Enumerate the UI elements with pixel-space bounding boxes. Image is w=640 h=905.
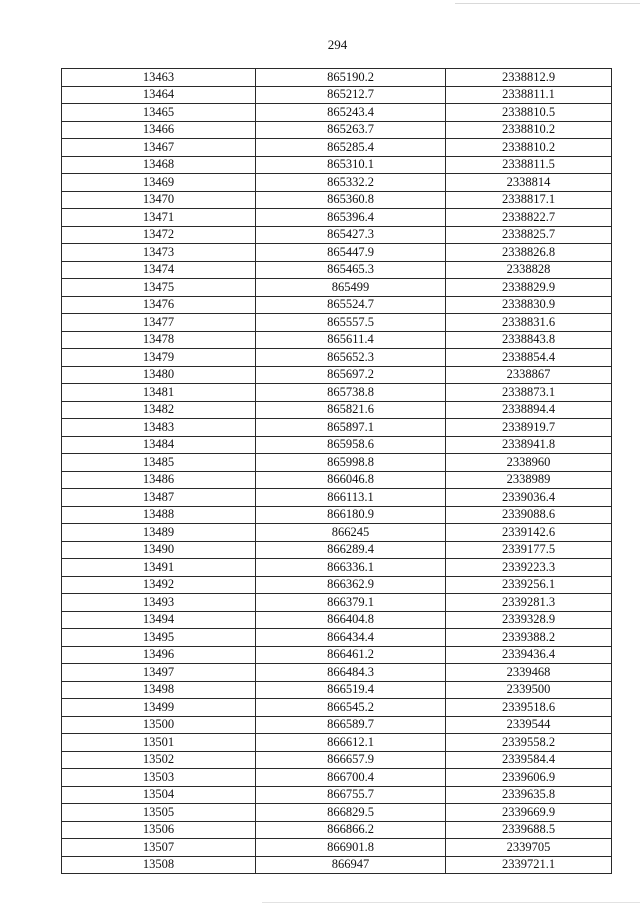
- x-coordinate-cell: 865332.2: [256, 174, 446, 192]
- x-coordinate-cell: 866404.8: [256, 611, 446, 629]
- x-coordinate-cell: 865285.4: [256, 139, 446, 157]
- x-coordinate-cell: 865310.1: [256, 156, 446, 174]
- y-coordinate-cell: 2338843.8: [446, 331, 612, 349]
- coordinates-table: [61, 68, 612, 874]
- y-coordinate-cell: 2339468: [446, 664, 612, 682]
- y-coordinate-cell: 2338822.7: [446, 209, 612, 227]
- x-coordinate-cell: 865738.8: [256, 384, 446, 402]
- scan-edge-top: [455, 3, 640, 4]
- x-coordinate-cell: 866589.7: [256, 716, 446, 734]
- point-number-cell: 13468: [62, 156, 256, 174]
- table-row: [62, 594, 612, 612]
- point-number-cell: 13486: [62, 471, 256, 489]
- point-number-cell: 13482: [62, 401, 256, 419]
- table-row: [62, 769, 612, 787]
- table-row: [62, 366, 612, 384]
- x-coordinate-cell: 866336.1: [256, 559, 446, 577]
- table-row: [62, 314, 612, 332]
- table-row: [62, 541, 612, 559]
- point-number-cell: 13471: [62, 209, 256, 227]
- y-coordinate-cell: 2338810.2: [446, 139, 612, 157]
- x-coordinate-cell: 866755.7: [256, 786, 446, 804]
- table-row: [62, 401, 612, 419]
- table-row: [62, 699, 612, 717]
- point-number-cell: 13487: [62, 489, 256, 507]
- x-coordinate-cell: 866657.9: [256, 751, 446, 769]
- table-row: [62, 279, 612, 297]
- x-coordinate-cell: 866901.8: [256, 839, 446, 857]
- coordinates-table-body: [62, 69, 612, 874]
- table-row: [62, 471, 612, 489]
- x-coordinate-cell: 865212.7: [256, 86, 446, 104]
- point-number-cell: 13503: [62, 769, 256, 787]
- x-coordinate-cell: 866461.2: [256, 646, 446, 664]
- table-row: [62, 139, 612, 157]
- table-row: [62, 331, 612, 349]
- point-number-cell: 13476: [62, 296, 256, 314]
- x-coordinate-cell: 865396.4: [256, 209, 446, 227]
- table-row: [62, 191, 612, 209]
- page-number: 294: [327, 37, 348, 52]
- x-coordinate-cell: 866519.4: [256, 681, 446, 699]
- y-coordinate-cell: 2339705: [446, 839, 612, 857]
- table-row: [62, 664, 612, 682]
- point-number-cell: 13464: [62, 86, 256, 104]
- y-coordinate-cell: 2339688.5: [446, 821, 612, 839]
- point-number-cell: 13474: [62, 261, 256, 279]
- table-row: [62, 69, 612, 87]
- x-coordinate-cell: 865958.6: [256, 436, 446, 454]
- x-coordinate-cell: 866113.1: [256, 489, 446, 507]
- y-coordinate-cell: 2339669.9: [446, 804, 612, 822]
- x-coordinate-cell: 865427.3: [256, 226, 446, 244]
- y-coordinate-cell: 2339544: [446, 716, 612, 734]
- x-coordinate-cell: 865465.3: [256, 261, 446, 279]
- y-coordinate-cell: 2339328.9: [446, 611, 612, 629]
- y-coordinate-cell: 2338941.8: [446, 436, 612, 454]
- table-row: [62, 611, 612, 629]
- point-number-cell: 13465: [62, 104, 256, 122]
- x-coordinate-cell: 865263.7: [256, 121, 446, 139]
- table-row: [62, 804, 612, 822]
- point-number-cell: 13484: [62, 436, 256, 454]
- x-coordinate-cell: 866612.1: [256, 734, 446, 752]
- point-number-cell: 13479: [62, 349, 256, 367]
- table-row: [62, 734, 612, 752]
- y-coordinate-cell: 2338812.9: [446, 69, 612, 87]
- table-row: [62, 646, 612, 664]
- table-row: [62, 349, 612, 367]
- x-coordinate-cell: 865697.2: [256, 366, 446, 384]
- y-coordinate-cell: 2338829.9: [446, 279, 612, 297]
- x-coordinate-cell: 865360.8: [256, 191, 446, 209]
- x-coordinate-cell: 866866.2: [256, 821, 446, 839]
- y-coordinate-cell: 2339436.4: [446, 646, 612, 664]
- x-coordinate-cell: 865524.7: [256, 296, 446, 314]
- point-number-cell: 13504: [62, 786, 256, 804]
- y-coordinate-cell: 2338854.4: [446, 349, 612, 367]
- table-row: [62, 786, 612, 804]
- table-row: [62, 174, 612, 192]
- x-coordinate-cell: 866046.8: [256, 471, 446, 489]
- x-coordinate-cell: 866545.2: [256, 699, 446, 717]
- x-coordinate-cell: 866829.5: [256, 804, 446, 822]
- x-coordinate-cell: 865611.4: [256, 331, 446, 349]
- y-coordinate-cell: 2338811.5: [446, 156, 612, 174]
- table-row: [62, 121, 612, 139]
- y-coordinate-cell: 2338873.1: [446, 384, 612, 402]
- point-number-cell: 13481: [62, 384, 256, 402]
- table-row: [62, 226, 612, 244]
- point-number-cell: 13467: [62, 139, 256, 157]
- point-number-cell: 13488: [62, 506, 256, 524]
- table-row: [62, 419, 612, 437]
- point-number-cell: 13485: [62, 454, 256, 472]
- point-number-cell: 13475: [62, 279, 256, 297]
- table-row: [62, 576, 612, 594]
- table-row: [62, 244, 612, 262]
- point-number-cell: 13478: [62, 331, 256, 349]
- y-coordinate-cell: 2339635.8: [446, 786, 612, 804]
- x-coordinate-cell: 865652.3: [256, 349, 446, 367]
- x-coordinate-cell: 865190.2: [256, 69, 446, 87]
- point-number-cell: 13505: [62, 804, 256, 822]
- point-number-cell: 13466: [62, 121, 256, 139]
- table-row: [62, 384, 612, 402]
- x-coordinate-cell: 866289.4: [256, 541, 446, 559]
- table-row: [62, 209, 612, 227]
- table-row: [62, 716, 612, 734]
- point-number-cell: 13495: [62, 629, 256, 647]
- point-number-cell: 13491: [62, 559, 256, 577]
- point-number-cell: 13498: [62, 681, 256, 699]
- x-coordinate-cell: 866947: [256, 856, 446, 874]
- y-coordinate-cell: 2338811.1: [446, 86, 612, 104]
- table-row: [62, 559, 612, 577]
- y-coordinate-cell: 2338828: [446, 261, 612, 279]
- point-number-cell: 13501: [62, 734, 256, 752]
- y-coordinate-cell: 2338919.7: [446, 419, 612, 437]
- table-row: [62, 296, 612, 314]
- y-coordinate-cell: 2339721.1: [446, 856, 612, 874]
- x-coordinate-cell: 865897.1: [256, 419, 446, 437]
- table-row: [62, 261, 612, 279]
- x-coordinate-cell: 866245: [256, 524, 446, 542]
- y-coordinate-cell: 2339142.6: [446, 524, 612, 542]
- table-row: [62, 489, 612, 507]
- point-number-cell: 13506: [62, 821, 256, 839]
- x-coordinate-cell: 866434.4: [256, 629, 446, 647]
- y-coordinate-cell: 2338817.1: [446, 191, 612, 209]
- y-coordinate-cell: 2339256.1: [446, 576, 612, 594]
- point-number-cell: 13472: [62, 226, 256, 244]
- point-number-cell: 13470: [62, 191, 256, 209]
- point-number-cell: 13499: [62, 699, 256, 717]
- point-number-cell: 13493: [62, 594, 256, 612]
- y-coordinate-cell: 2338960: [446, 454, 612, 472]
- x-coordinate-cell: 866362.9: [256, 576, 446, 594]
- point-number-cell: 13496: [62, 646, 256, 664]
- table-row: [62, 856, 612, 874]
- y-coordinate-cell: 2339388.2: [446, 629, 612, 647]
- point-number-cell: 13477: [62, 314, 256, 332]
- y-coordinate-cell: 2338831.6: [446, 314, 612, 332]
- table-row: [62, 436, 612, 454]
- y-coordinate-cell: 2338830.9: [446, 296, 612, 314]
- table-row: [62, 751, 612, 769]
- x-coordinate-cell: 865998.8: [256, 454, 446, 472]
- x-coordinate-cell: 865243.4: [256, 104, 446, 122]
- point-number-cell: 13483: [62, 419, 256, 437]
- x-coordinate-cell: 866484.3: [256, 664, 446, 682]
- coordinates-table-frame: [61, 68, 611, 872]
- table-row: [62, 524, 612, 542]
- y-coordinate-cell: 2338810.2: [446, 121, 612, 139]
- point-number-cell: 13473: [62, 244, 256, 262]
- y-coordinate-cell: 2338814: [446, 174, 612, 192]
- y-coordinate-cell: 2339500: [446, 681, 612, 699]
- table-row: [62, 629, 612, 647]
- x-coordinate-cell: 865499: [256, 279, 446, 297]
- y-coordinate-cell: 2339036.4: [446, 489, 612, 507]
- y-coordinate-cell: 2338894.4: [446, 401, 612, 419]
- x-coordinate-cell: 866379.1: [256, 594, 446, 612]
- y-coordinate-cell: 2339177.5: [446, 541, 612, 559]
- point-number-cell: 13507: [62, 839, 256, 857]
- y-coordinate-cell: 2338826.8: [446, 244, 612, 262]
- table-row: [62, 156, 612, 174]
- x-coordinate-cell: 865557.5: [256, 314, 446, 332]
- x-coordinate-cell: 866700.4: [256, 769, 446, 787]
- y-coordinate-cell: 2339088.6: [446, 506, 612, 524]
- point-number-cell: 13490: [62, 541, 256, 559]
- scan-edge-bottom: [262, 902, 640, 903]
- point-number-cell: 13497: [62, 664, 256, 682]
- y-coordinate-cell: 2339518.6: [446, 699, 612, 717]
- table-row: [62, 454, 612, 472]
- y-coordinate-cell: 2338867: [446, 366, 612, 384]
- y-coordinate-cell: 2339606.9: [446, 769, 612, 787]
- point-number-cell: 13480: [62, 366, 256, 384]
- point-number-cell: 13494: [62, 611, 256, 629]
- table-row: [62, 104, 612, 122]
- x-coordinate-cell: 866180.9: [256, 506, 446, 524]
- x-coordinate-cell: 865821.6: [256, 401, 446, 419]
- y-coordinate-cell: 2338989: [446, 471, 612, 489]
- y-coordinate-cell: 2339281.3: [446, 594, 612, 612]
- table-row: [62, 86, 612, 104]
- table-row: [62, 681, 612, 699]
- table-row: [62, 506, 612, 524]
- point-number-cell: 13463: [62, 69, 256, 87]
- y-coordinate-cell: 2339584.4: [446, 751, 612, 769]
- y-coordinate-cell: 2339223.3: [446, 559, 612, 577]
- y-coordinate-cell: 2339558.2: [446, 734, 612, 752]
- y-coordinate-cell: 2338825.7: [446, 226, 612, 244]
- x-coordinate-cell: 865447.9: [256, 244, 446, 262]
- point-number-cell: 13469: [62, 174, 256, 192]
- point-number-cell: 13489: [62, 524, 256, 542]
- point-number-cell: 13502: [62, 751, 256, 769]
- table-row: [62, 821, 612, 839]
- point-number-cell: 13500: [62, 716, 256, 734]
- y-coordinate-cell: 2338810.5: [446, 104, 612, 122]
- table-row: [62, 839, 612, 857]
- point-number-cell: 13508: [62, 856, 256, 874]
- point-number-cell: 13492: [62, 576, 256, 594]
